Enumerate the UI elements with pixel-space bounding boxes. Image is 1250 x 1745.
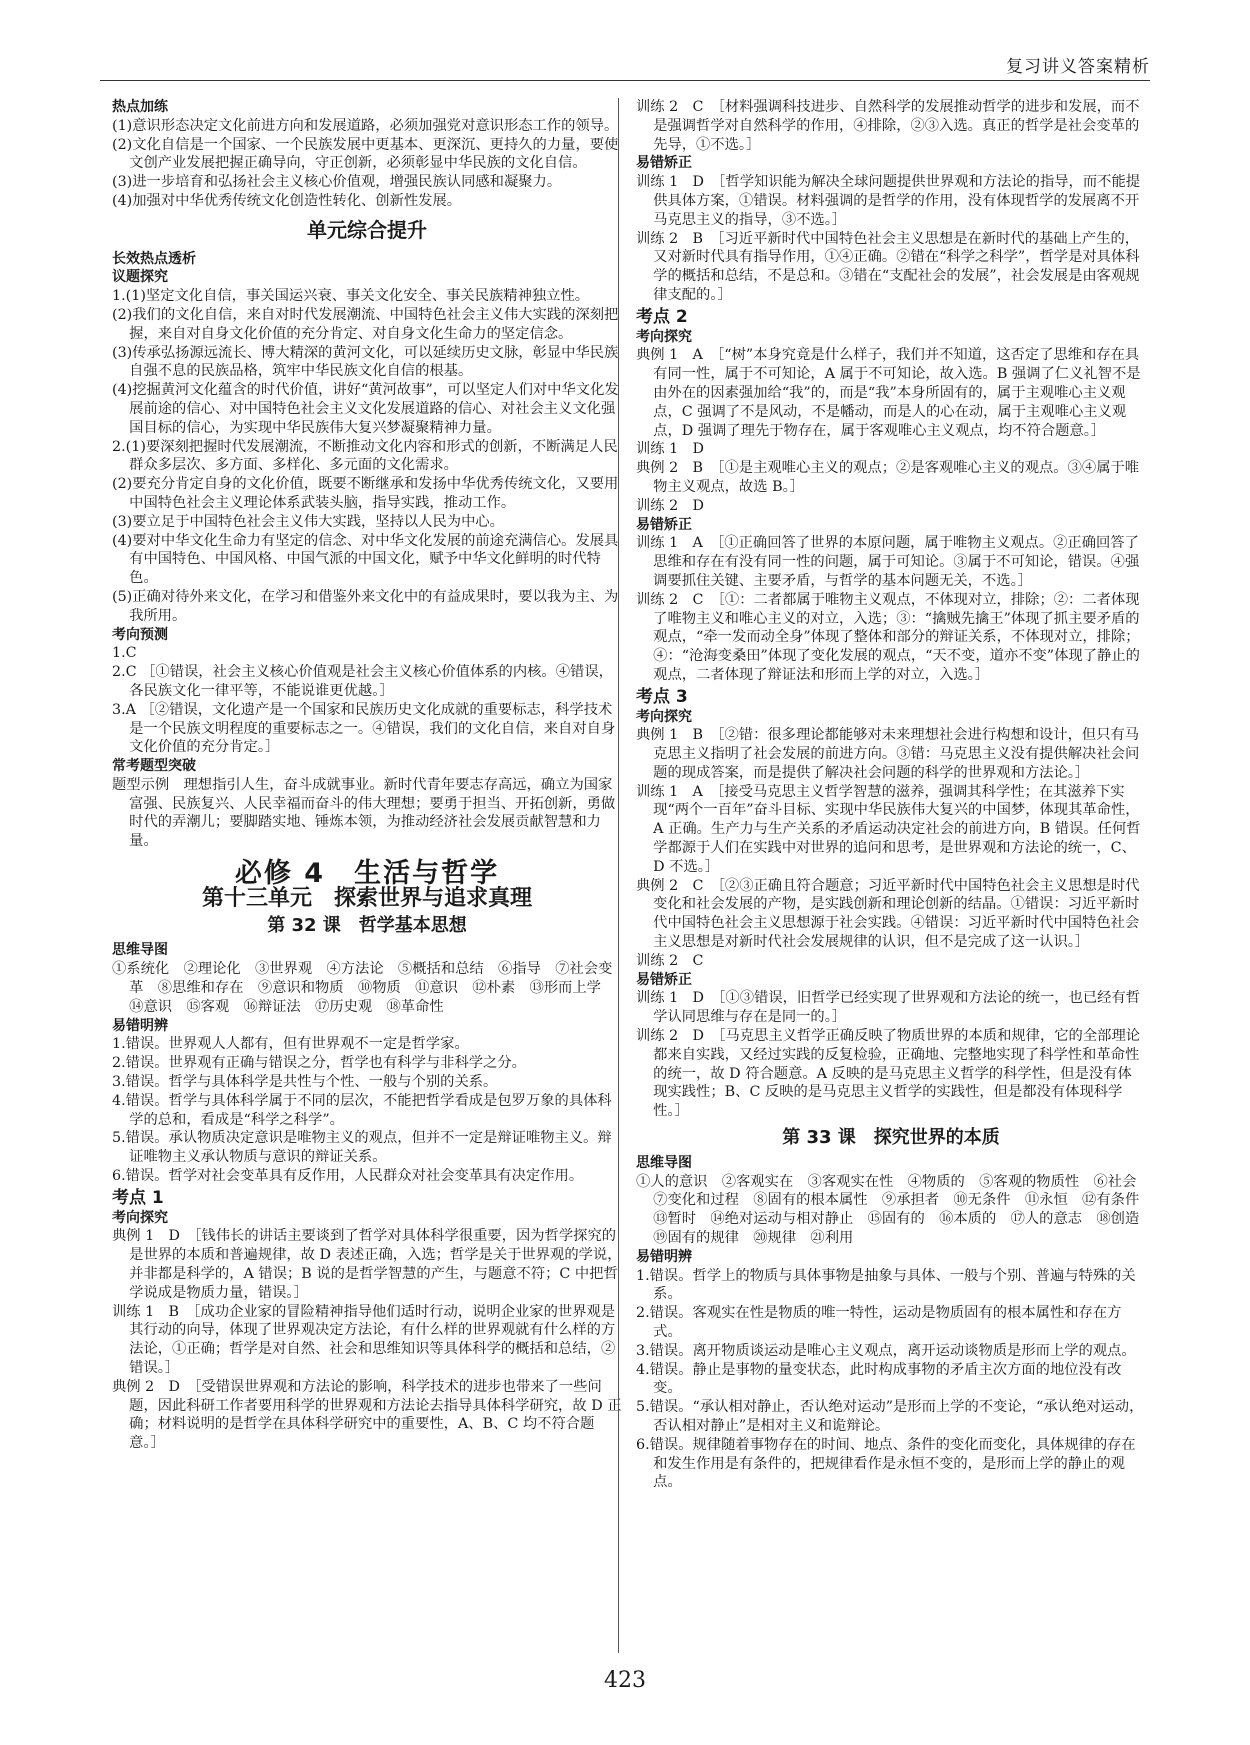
paragraph: 题型示例 理想指引人生，奋斗成就事业。新时代青年要志存高远，确立为国家富强、民族复兴、人民幸福而奋斗的伟大理想；要勇于担当、开拓创新，勇做时代的弄潮儿；要脚踏实地、锤炼本领，为推动经济社会发展贡献智慧和力量。 — [112, 776, 616, 850]
paragraph: 4.错误。哲学与具体科学属于不同的层次，不能把哲学看成是包罗万象的具体科学的总和，看成是“科学之科学”。 — [112, 1092, 612, 1128]
paragraph: (3)进一步培育和弘扬社会主义核心价值观，增强民族认同感和凝聚力。 — [112, 174, 562, 191]
page-header: 复习讲义答案精析 — [1006, 57, 1150, 77]
paragraph: 1.(1)坚定文化自信，事关国运兴衰、事关文化安全、事关民族精神独立性。 — [112, 288, 590, 305]
lesson-title: 第 33 课 探究世界的本质 — [782, 1127, 1000, 1149]
paragraph: 3.错误。离开物质谈运动是唯心主义观点，离开运动谈物质是形而上学的观点。 — [636, 1342, 1136, 1359]
paragraph: 训练 1 A ［接受马克思主义哲学智慧的滋养，强调其科学性；在其滋养下实现“两个一百年”奋斗目标、实现中华民族伟大复兴的中国梦，体现其革命性，A 正确。生产力与生产关系的矛盾运动决定社会的前进方向，B 错误。任何哲学都源于人们在实践中对世界的追问和思考，是世界观和方法论的统一，C、D 不选。］ — [636, 783, 1141, 875]
section-heading: 热点加练 — [112, 99, 168, 115]
paragraph: 1.错误。哲学上的物质与具体事物是抽象与具体、一般与个别、普遍与特殊的关系。 — [636, 1267, 1136, 1303]
paragraph: 典例 1 B ［②错：很多理论都能够对未来理想社会进行构想和设计，但只有马克思主义指明了社会发展的前进方向。③错：马克思主义没有提供解决社会问题的现成答案，而是提供了解决社会问题的科学的世界观和方法论。］ — [636, 727, 1140, 781]
paragraph: (5)正确对待外来文化，在学习和借鉴外来文化中的有益成果时，要以我为主、为我所用。 — [112, 588, 619, 624]
paragraph: (3)传承弘扬源远流长、博大精深的黄河文化，可以延续历史文脉，彰显中华民族自强不息的民族品格，筑牢中华民族文化自信的根基。 — [112, 344, 619, 380]
section-heading: 长效热点透析 — [112, 250, 196, 267]
paragraph: 2.(1)要深刻把握时代发展潮流，不断推动文化内容和形式的创新，不断满足人民群众多层次、多方面、多样化、多元面的文化需求。 — [112, 438, 618, 474]
paragraph: 训练 2 B ［习近平新时代中国特色社会主义思想是在新时代的基础上产生的，又对新时代具有指导作用，①④正确。②错在“科学之科学”，哲学是对具体科学的概括和总结，不是总和。③错在“支配社会的发展”，社会发展是由客观规律支配的。］ — [636, 230, 1140, 303]
paragraph: 6.错误。规律随着事物存在的时间、地点、条件的变化而变化，具体规律的存在和发生作用是有条件的，把规律看作是永恒不变的，是形而上学的静止的观点。 — [636, 1436, 1136, 1491]
module-title: 必修 4 生活与哲学 — [234, 858, 500, 890]
left-column — [112, 98, 622, 1453]
paragraph: ①系统化 ②理论化 ③世界观 ④方法论 ⑤概括和总结 ⑥指导 ⑦社会变革 ⑧思维和存在 ⑨意识和物质 ⑩物质 ⑪意识 ⑫朴素 ⑬形而上学 ⑭意识 ⑮客观 ⑯辩证法 ⑰历史观 ⑱革命性 — [112, 961, 616, 1015]
paragraph: 1.C — [112, 645, 137, 662]
header-rule — [100, 80, 1150, 81]
paragraph: 训练 2 D ［马克思主义哲学正确反映了物质世界的本质和规律，它的全部理论都来自实践，又经过实践的反复检验，正确地、完整地实现了科学性和革命性的统一，故 D 符合题意。A 反映的是马克思主义哲学的科学性，但是没有体现实践性；B、C 反映的是马克思主义哲学的实践性，但是都没有体现科学性。］ — [636, 1028, 1141, 1120]
paragraph: 典例 2 D ［受错误世界观和方法论的影响，科学技术的进步也带来了一些问题，因此科研工作者要用科学的世界观和方法论去指导具体科学研究，故 D 正确；材料说明的是哲学在具体科学研究中的重要性，A、B、C 均不符合题意。］ — [112, 1378, 622, 1452]
topic-heading: 考点 3 — [636, 686, 688, 707]
paragraph: 5.错误。“承认相对静止，否认绝对运动”是形而上学的不变论，“承认绝对运动，否认相对静止”是相对主义和诡辩论。 — [636, 1399, 1144, 1434]
paragraph: 训练 2 C ［①：二者都属于唯物主义观点，不体现对立，排除；②：二者体现了唯物主义和唯心主义的对立，入选；③：“擒贼先擒王”体现了抓主要矛盾的观点，“牵一发而动全身”体现了整体和部分的辩证关系，不体现对立，排除；④：“沧海变桑田”体现了变化发展的观点，“天不变，道亦不变”体现了静止的观点，二者体现了辩证法和形而上学的对立，入选。］ — [636, 591, 1140, 683]
paragraph: 典例 1 A ［“树”本身究竟是什么样子，我们并不知道，这否定了思维和存在具有同一性，属于不可知论，A 属于不可知论，故入选。B 强调了仁义礼智不是由外在的因素强加给“我”的，而是“我”本身所固有的，属于主观唯心主义观点，C 强调了不是风动，不是幡动，而是人的心在动，属于主观唯心主义观点，D 强调了理先于物存在，属于客观唯心主义观点，均不符合题意。］ — [636, 347, 1141, 439]
section-heading: 议题探究 — [112, 269, 168, 286]
paragraph: 3.A ［②错误，文化遗产是一个国家和民族历史文化成就的重要标志，科学技术是一个民族文明程度的重要标志之一。④错误，我们的文化自信，来自对自身文化价值的充分肯定。］ — [112, 701, 616, 756]
paragraph: 2.C ［①错误，社会主义核心价值观是社会主义核心价值体系的内核。④错误，各民族文化一律平等，不能说谁更优越。］ — [112, 664, 613, 699]
paragraph: (4)挖掘黄河文化蕴含的时代价值，讲好“黄河故事”，可以坚定人们对中华文化发展前途的信心、对中国特色社会主义文化发展道路的信心、对社会主义文化强国目标的信心，为实现中华民族伟大复兴梦凝聚精神力量。 — [112, 382, 619, 436]
unit-title: 单元综合提升 — [307, 217, 427, 242]
section-heading: 易错矫正 — [636, 971, 692, 988]
paragraph: (2)文化自信是一个国家、一个民族发展中更基本、更深沉、更持久的力量，要使文创产业发展把握正确导向，守正创新，必须彰显中华民族的文化自信。 — [112, 136, 619, 172]
paragraph: 5.错误。承认物质决定意识是唯物主义的观点，但并不一定是辩证唯物主义。辩证唯物主义承认物质与意识的辩证关系。 — [112, 1130, 612, 1166]
paragraph: 训练 2 C — [636, 952, 704, 969]
topic-heading: 考点 1 — [112, 1187, 164, 1208]
paragraph: (1)意识形态决定文化前进方向和发展道路，必须加强党对意识形态工作的领导。 — [112, 117, 619, 134]
paragraph: (2)要充分肯定自身的文化价值，既要不断继承和发扬中华优秀传统文化，又要用中国特色社会主义理论体系武装头脑，指导实践，推动工作。 — [112, 476, 619, 511]
paragraph: (2)我们的文化自信，来自对时代发展潮流、中国特色社会主义伟大实践的深刻把握，来自对自身文化价值的充分肯定、对自身文化生命力的坚定信念。 — [112, 306, 619, 342]
section-heading: 易错明辨 — [636, 1248, 692, 1265]
paragraph: 训练 1 A ［①正确回答了世界的本原问题，属于唯物主义观点。②正确回答了思维和存在有没有同一性的问题，属于可知论。③属于不可知论，错误。④强调要抓住关键、主要矛盾，与哲学的基本问题无关，不选。］ — [636, 535, 1140, 589]
paragraph: 典例 2 B ［①是主观唯心主义的观点；②是客观唯心主义的观点。③④属于唯物主义观点，故选 B。］ — [636, 460, 1140, 495]
column-divider — [618, 98, 619, 1653]
paragraph: 6.错误。哲学对社会变革具有反作用，人民群众对社会变革具有决定作用。 — [112, 1168, 584, 1185]
topic-heading: 考点 2 — [636, 306, 688, 327]
paragraph: 2.错误。客观实在性是物质的唯一特性，运动是物质固有的根本属性和存在方式。 — [636, 1305, 1122, 1340]
page-number: 423 — [604, 1668, 646, 1693]
section-heading: 易错矫正 — [636, 155, 692, 172]
paragraph: (4)要对中华文化生命力有坚定的信念、对中华文化发展的前途充满信心。发展具有中国特色、中国风格、中国气派的中国文化，赋予中华文化鲜明的时代特色。 — [112, 532, 619, 587]
right-column — [636, 98, 1154, 1492]
paragraph: (3)要立足于中国特色社会主义伟大实践，坚持以人民为中心。 — [112, 513, 504, 530]
paragraph: 训练 1 D ［①③错误，旧哲学已经实现了世界观和方法论的统一，也已经有哲学认同思维与存在是同一的。］ — [636, 990, 1141, 1026]
section-heading: 思维导图 — [112, 942, 168, 959]
section-heading: 易错矫正 — [636, 516, 692, 533]
paragraph: 训练 1 B ［成功企业家的冒险精神指导他们适时行动，说明企业家的世界观是其行动的向导，体现了世界观决定方法论，有什么样的世界观就有什么样的方法论，①正确；哲学是对自然、社会和思维知识等具体科学的概括和总结，②错误。］ — [112, 1303, 616, 1376]
lesson-title: 第 32 课 哲学基本思想 — [267, 914, 467, 936]
section-heading: 考向探究 — [636, 328, 692, 345]
section-heading: 考向预测 — [112, 626, 168, 643]
unit-heading: 第十三单元 探索世界与追求真理 — [201, 885, 532, 911]
section-heading: 考向探究 — [636, 708, 692, 725]
paragraph: 3.错误。哲学与具体科学是共性与个性、一般与个别的关系。 — [112, 1074, 498, 1091]
paragraph: ①人的意识 ②客观实在 ③客观实在性 ④物质的 ⑤客观的物质性 ⑥社会 ⑦变化和过程 ⑧固有的根本属性 ⑨承担者 ⑩无条件 ⑪永恒 ⑫有条件 ⑬暂时 ⑭绝对运动与相对静止 ⑮固有的 ⑯本质的 ⑰人的意志 ⑱创造 ⑲固有的规律 ⑳规律 ㉑利用 — [636, 1173, 1154, 1247]
paragraph: 训练 2 D — [636, 497, 704, 514]
section-heading: 易错明辨 — [112, 1017, 168, 1034]
paragraph: 1.错误。世界观人人都有，但有世界观不一定是哲学家。 — [112, 1036, 469, 1053]
section-heading: 思维导图 — [636, 1154, 692, 1171]
paragraph: 训练 2 C ［材料强调科技进步、自然科学的发展推动哲学的进步和发展，而不是强调哲学对自然科学的作用，④排除，②③入选。真正的哲学是社会变革的先导，①不选。］ — [636, 99, 1140, 153]
section-heading: 常考题型突破 — [112, 758, 196, 775]
section-heading: 考向探究 — [112, 1209, 168, 1226]
paragraph: 训练 1 D ［哲学知识能为解决全球问题提供世界观和方法论的指导，而不能提供具体方案，①错误。材料强调的是哲学的作用，没有体现哲学的发展离不开马克思主义的指导，③不选。］ — [636, 174, 1141, 228]
paragraph: 4.错误。静止是事物的量变状态，此时构成事物的矛盾主次方面的地位没有改变。 — [636, 1361, 1122, 1397]
paragraph: 典例 1 D ［钱伟长的讲话主要谈到了哲学对具体科学很重要，因为哲学探究的是世界的本质和普遍规律，故 D 表述正确，入选；哲学是关于世界观的学说，并非都是科学的，A 错误；B 说的是哲学智慧的产生，与题意不符；C 中把哲学说成是物质力量，错误。］ — [112, 1228, 622, 1301]
paragraph: 训练 1 D — [636, 441, 704, 458]
paragraph: 2.错误。世界观有正确与错误之分，哲学也有科学与非科学之分。 — [112, 1055, 526, 1072]
paragraph: (4)加强对中华优秀传统文化创造性转化、创新性发展。 — [112, 192, 462, 209]
paragraph: 典例 2 C ［②③正确且符合题意；习近平新时代中国特色社会主义思想是时代变化和社会发展的产物，是实践创新和理论创新的结晶。①错误：习近平新时代中国特色社会主义思想源于社会实践。④错误：习近平新时代中国特色社会主义思想是对新时代社会发展规律的认识，但不是完成了这一认识。］ — [636, 877, 1140, 951]
